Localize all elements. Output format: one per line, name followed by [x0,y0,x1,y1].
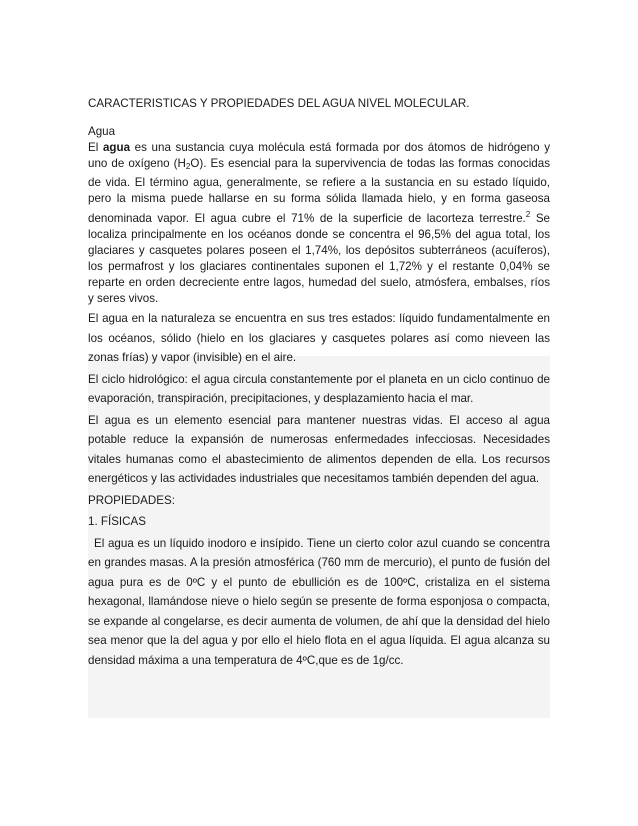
bold-agua: agua [102,141,131,154]
propiedades-heading: PROPIEDADES: [88,493,175,507]
fisicas-heading: 1. FÍSICAS [88,515,146,528]
paragraph-estados: El agua en la naturaleza se encuentra en sus tres estados: líquido fundamentalmente en los océanos, sólido (hielo en los glaciares y casquetes polares así como nieveen las zonas frías) y vapor (invisible) en el aire. [88,312,550,364]
document-body [88,96,550,670]
paragraph-propiedades-fisicas: El agua es un líquido inodoro e insípido. Tiene un cierto color azul cuando se concentra en grandes masas. A la presión atmosférica (760 mm de mercurio), el punto de fusión del agua pura es de 0ºC y el punto de ebullición es de 100ºC, cristaliza en el sistema hexagonal, llamándose nieve o hielo según se presente de forma esponjosa o compacta, se expande al congelarse, es decir aumenta de volumen, de ahí que la densidad del hielo sea menor que la del agua y por ello el hielo flota en el agua líquida. El agua alcanza su densidad máxima a una temperatura de 4ºC,que es de 1g/cc. [88,536,550,667]
paragraph-agua-definition: El agua es una sustancia cuya molécula está formada por dos átomos de hidrógeno y uno de oxígeno $(H_2O)$. Es esencial para la supervivencia de todas las formas conocidas de vida. El término agua, generalmente, se refiere a la sustancia en su estado líquido, pero la misma puede hallarse en su forma sólida llamada hielo, y en forma gaseosa denominada vapor. El agua cubre el 71% de la superficie de lacorteza terrestre.$^2$ Se localiza principalmente en los océanos donde se concentra el 96,5% del agua total, los glaciares y casquetes polares poseen el 1,74%, los depósitos subterráneos (acuíferos), los permafrost y los glaciares continentales suponen el 1,72% y el restante 0,04% se reparte en orden decreciente entre lagos, humedad del suelo, atmósfera, embalses, ríos y seres vivos. [88,141,550,305]
subscript-2: 2 [185,162,191,171]
superscript-2: 2 [525,210,531,219]
paragraph-elemento-esencial: El agua es un elemento esencial para mantener nuestras vidas. El acceso al agua potable reduce la expansión de numerosas enfermedades infecciosas. Necesidades vitales humanas como el abastecimiento de alimentos dependen de ella. Los recursos energéticos y las actividades industriales que necesitamos también dependen del agua. [88,413,550,485]
paragraph-ciclo-hidrologico: El ciclo hidrológico: el agua circula constantemente por el planeta en un ciclo continuo de evaporación, transpiración, precipitaciones, y desplazamiento hacia el mar. [88,372,550,405]
document-title: CARACTERISTICAS Y PROPIEDADES DEL AGUA NIVEL MOLECULAR. [88,97,470,110]
agua-heading: Agua [88,125,116,138]
